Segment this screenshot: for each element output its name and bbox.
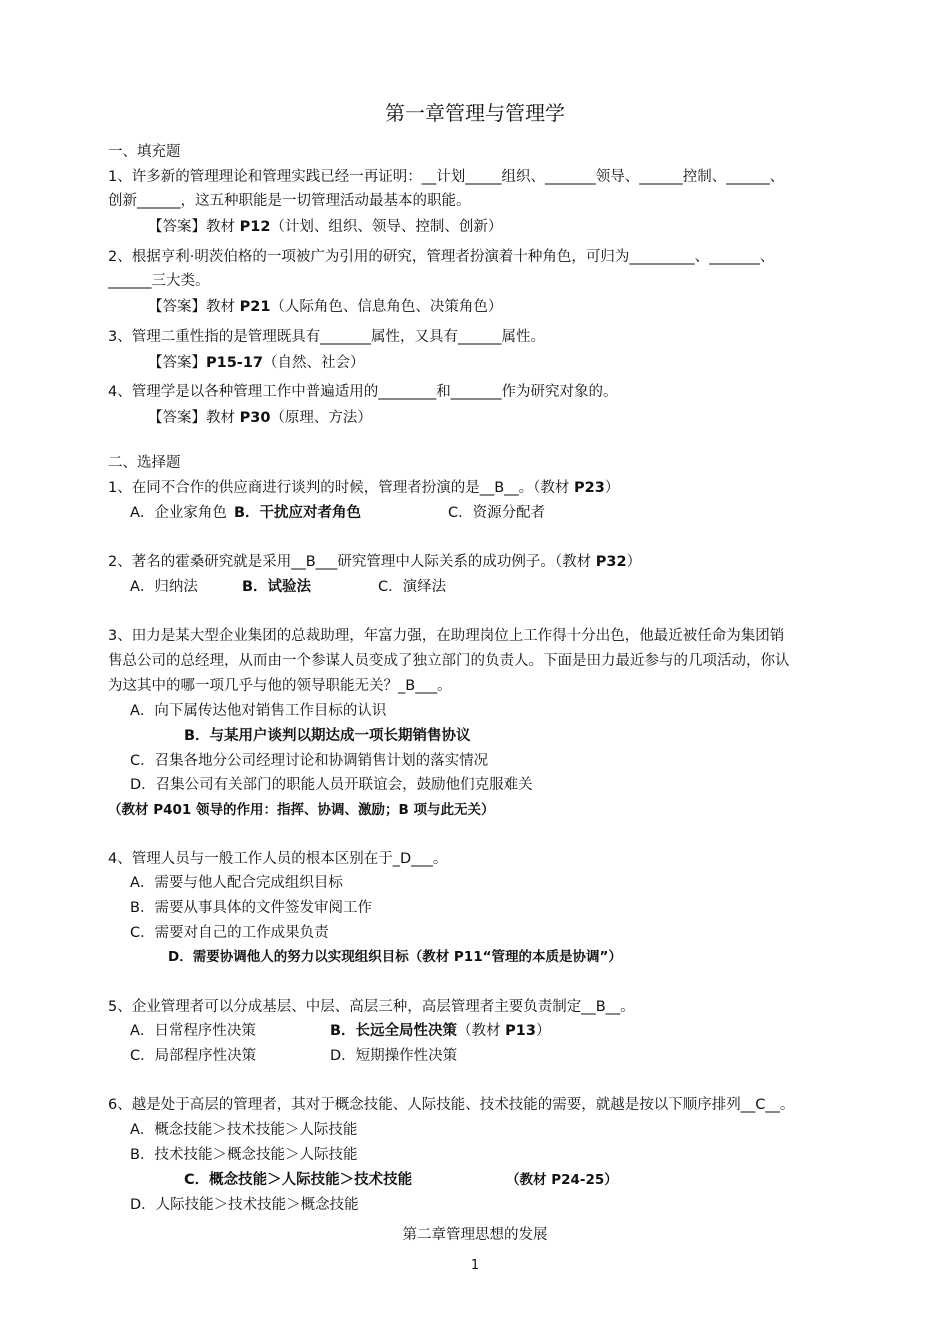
section-heading-fill: 一、填充题 [108, 144, 181, 160]
choice-3-option-c: C．召集各地分公司经理讨论和协调销售计划的落实情况 [130, 753, 489, 769]
answer-2: 【答案】教材 P21（人际角色、信息角色、决策角色） [148, 299, 503, 315]
choice-6-option-c: C．概念技能＞人际技能＞技术技能 [184, 1172, 413, 1188]
choice-3-line2: 售总公司的总经理，从而由一个参谋人员变成了独立部门的负责人。下面是田力最近参与的几项活动，你认 [108, 653, 790, 669]
choice-2: 2、著名的霍桑研究就是采用__B___研究管理中人际关系的成功例子。（教材 P32） [108, 554, 642, 570]
choice-5: 5、企业管理者可以分成基层、中层、高层三种，高层管理者主要负责制定__B__。 [108, 999, 635, 1015]
choice-5-option-d: D．短期操作性决策 [330, 1048, 458, 1064]
q1-line2: 创新______，这五种职能是一切管理活动最基本的职能。 [108, 193, 471, 209]
choice-4-option-d: D．需要协调他人的努力以实现组织目标（教材 P11“管理的本质是协调”） [168, 949, 622, 965]
q2-line2: ______三大类。 [108, 273, 210, 289]
choice-3-option-b: B．与某用户谈判以期达成一项长期销售协议 [184, 728, 471, 744]
choice-5-option-b: B．长远全局性决策（教材 P13） [330, 1023, 551, 1039]
choice-2-option-a: A．归纳法 [130, 579, 198, 595]
q1-line1: 1、许多新的管理理论和管理实践已经一再证明：__计划_____组织、_______领导、______控制、______、 [108, 169, 785, 185]
answer-4: 【答案】教材 P30（原理、方法） [148, 410, 372, 426]
answer-1: 【答案】教材 P12（计划、组织、领导、控制、创新） [148, 219, 503, 235]
choice-3-note: （教材 P401 领导的作用：指挥、协调、激励；B 项与此无关） [108, 802, 495, 818]
q2-line1: 2、根据亨利·明茨伯格的一项被广为引用的研究，管理者扮演着十种角色，可归为_________、_______、 [108, 249, 775, 265]
choice-3-option-d: D．召集公司有关部门的职能人员开联谊会，鼓励他们克服难关 [130, 777, 533, 793]
next-chapter-heading: 第二章管理思想的发展 [402, 1227, 548, 1243]
choice-3-line3: 为这其中的哪一项几乎与他的领导职能无关？_B___。 [108, 678, 452, 694]
q4: 4、管理学是以各种管理工作中普遍适用的________和_______作为研究对象的。 [108, 384, 618, 400]
choice-1: 1、在同不合作的供应商进行谈判的时候，管理者扮演的是__B__。（教材 P23） [108, 480, 620, 496]
choice-5-option-a: A．日常程序性决策 [130, 1023, 256, 1039]
choice-5-option-c: C．局部程序性决策 [130, 1048, 257, 1064]
choice-4-option-b: B．需要从事具体的文件签发审阅工作 [130, 900, 372, 916]
choice-2-option-b: B．试验法 [242, 579, 312, 595]
choice-1-option-b: B．干扰应对者角色 [234, 505, 362, 521]
choice-1-option-c: C．资源分配者 [448, 505, 546, 521]
choice-4-option-a: A．需要与他人配合完成组织目标 [130, 875, 343, 891]
page-number: 1 [470, 1258, 480, 1273]
choice-6-option-b: B．技术技能＞概念技能＞人际技能 [130, 1147, 358, 1163]
choice-6-option-d: D．人际技能＞技术技能＞概念技能 [130, 1197, 359, 1213]
choice-4-option-c: C．需要对自己的工作成果负责 [130, 925, 329, 941]
q3: 3、管理二重性指的是管理既具有_______属性，又具有______属性。 [108, 329, 545, 345]
choice-3-line1: 3、田力是某大型企业集团的总裁助理，年富力强，在助理岗位上工作得十分出色，他最近被任命为集团销 [108, 628, 785, 644]
choice-6-option-a: A．概念技能＞技术技能＞人际技能 [130, 1122, 358, 1138]
choice-1-option-a: A．企业家角色 [130, 505, 227, 521]
page-title: 第一章管理与管理学 [385, 101, 565, 125]
section-heading-choice: 二、选择题 [108, 455, 181, 471]
answer-3: 【答案】P15-17（自然、社会） [148, 355, 365, 371]
choice-6: 6、越是处于高层的管理者，其对于概念技能、人际技能、技术技能的需要，就越是按以下顺序排列__C__。 [108, 1097, 795, 1113]
choice-4: 4、管理人员与一般工作人员的根本区别在于_D___。 [108, 851, 448, 867]
choice-3-option-a: A．向下属传达他对销售工作目标的认识 [130, 703, 387, 719]
choice-2-option-c: C．演绎法 [378, 579, 447, 595]
choice-6-reference: （教材 P24-25） [506, 1172, 618, 1188]
